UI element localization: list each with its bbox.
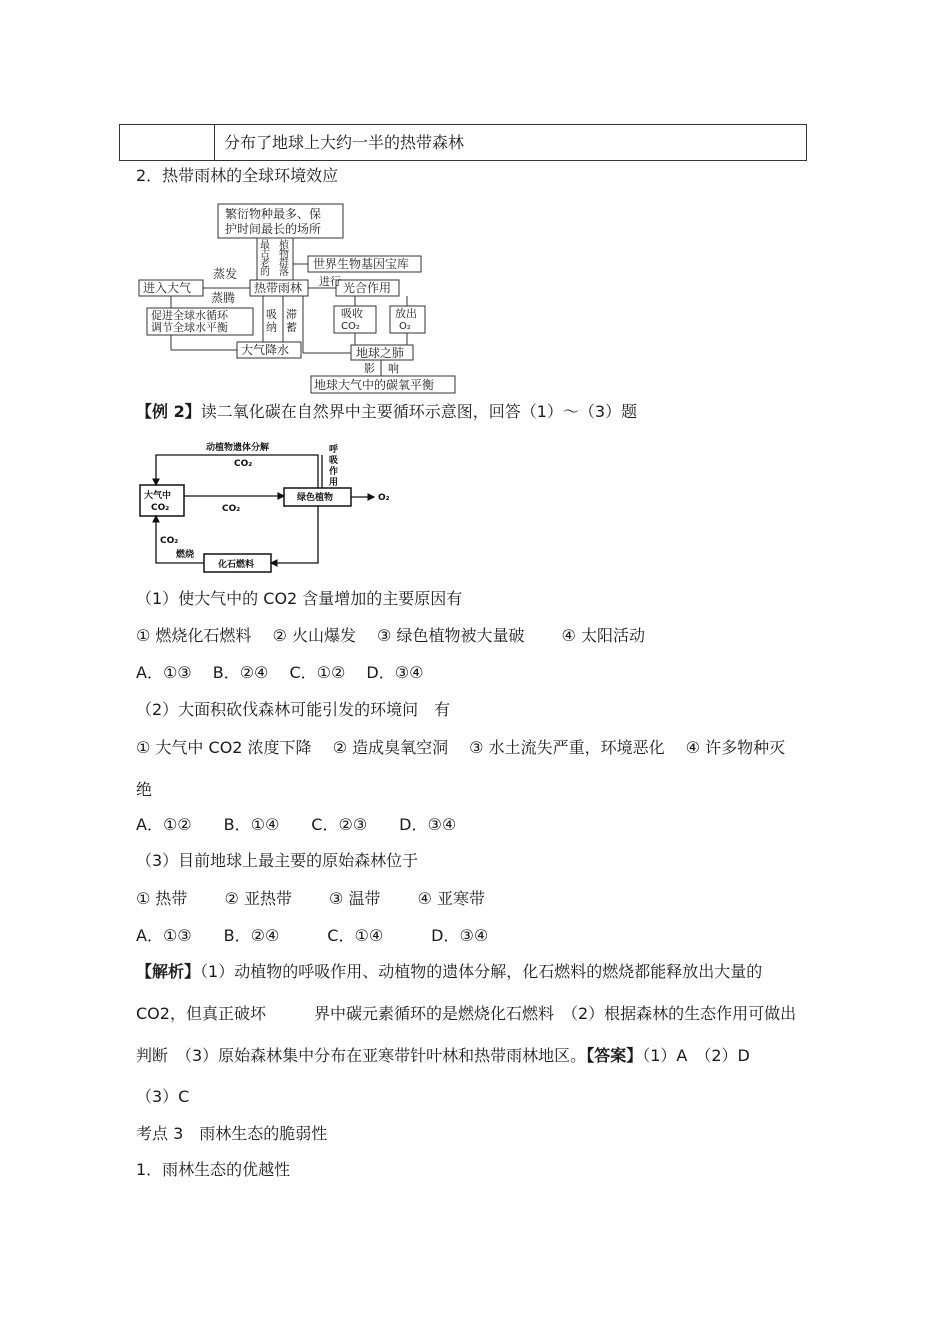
analysis-text-3b: （1）A （2）D — [642, 1046, 750, 1065]
table-cell-empty — [120, 125, 215, 160]
water-cycle-2: 调节全球水平衡 — [151, 321, 228, 334]
absorb-co2-1: 吸收 — [341, 307, 363, 320]
species-text-2: 护时间最长的场所 — [225, 222, 322, 236]
enter-atmosphere-text: 进入大气 — [143, 281, 192, 295]
species-text-1: 繁衍物种最多、保 — [225, 207, 322, 221]
decomposition-text: 动植物遗体分解 — [206, 443, 270, 453]
oldest-3: 老 — [260, 258, 270, 269]
water-cycle-1: 促进全球水循环 — [151, 309, 228, 322]
gene-bank-text: 世界生物基因宝库 — [313, 257, 410, 271]
earth-lungs-text: 地球之肺 — [356, 346, 405, 360]
q2-options-cont: 绝 — [136, 780, 153, 799]
example2-tag: 【例 2】 — [136, 402, 201, 421]
analysis-line2: CO2，但真正破坏 界中碳元素循环的是燃烧化石燃料 （2）根据森林的生态作用可做出 — [136, 1004, 797, 1023]
release-o2-1: 放出 — [395, 307, 417, 320]
section1-heading: 1．雨林生态的优越性 — [136, 1160, 291, 1179]
rainforest-effects-diagram — [133, 198, 463, 398]
example2-text: 读二氧化碳在自然界中主要循环示意图，回答（1）～（3）题 — [200, 402, 638, 421]
table-fragment — [119, 124, 807, 161]
q1-stem: （1）使大气中的 CO2 含量增加的主要原因有 — [136, 589, 463, 608]
absorb-1: 吸 — [266, 308, 277, 321]
q3-options: ① 热带 ② 亚热带 ③ 温带 ④ 亚寒带 — [136, 889, 485, 908]
rainforest-text: 热带雨林 — [254, 281, 303, 295]
q1-options: ① 燃烧化石燃料 ② 火山爆发 ③ 绿色植物被大量破 ④ 太阳活动 — [136, 626, 645, 645]
table-cell-text: 分布了地球上大约一半的热带森林 — [224, 133, 465, 152]
respiration-2: 吸 — [329, 456, 339, 466]
community-2: 物 — [279, 249, 289, 260]
community-3: 群 — [279, 258, 289, 269]
analysis-text-1: （1）动植物的呼吸作用、动植物的遗体分解，化石燃料的燃烧都能释放出大量的 — [200, 962, 763, 981]
carbon-balance-text: 地球大气中的碳氧平衡 — [314, 378, 435, 392]
fossil-fuel-text: 化石燃料 — [218, 560, 255, 570]
precipitation-text: 大气降水 — [241, 343, 290, 357]
respiration-1: 呼 — [329, 445, 339, 455]
point3-heading: 考点 3 雨林生态的脆弱性 — [136, 1124, 328, 1143]
absorb-co2-2: CO₂ — [341, 321, 360, 332]
evaporation-text: 蒸发 — [213, 267, 238, 281]
co2-left-text: CO₂ — [160, 536, 179, 546]
green-plants-text: 绿色植物 — [297, 493, 334, 503]
retain-2: 蓄 — [286, 321, 297, 334]
q1-answers: A．①③ B．②④ C．①② D．③④ — [136, 663, 424, 682]
q3-stem: （3）目前地球上最主要的原始森林位于 — [136, 851, 419, 870]
analysis-line3 — [136, 1046, 750, 1066]
influence-2: 响 — [388, 362, 399, 375]
conduct-text: 进行 — [319, 275, 341, 288]
oldest-2: 古 — [260, 249, 270, 260]
oldest-4: 的 — [260, 267, 270, 278]
section2-heading: 2．热带雨林的全球环境效应 — [136, 166, 339, 185]
example2-line — [136, 402, 637, 422]
community-1: 植 — [279, 240, 289, 251]
co2-mid-text: CO₂ — [222, 504, 241, 514]
q2-answers: A．①② B．①④ C．②③ D．③④ — [136, 815, 457, 834]
respiration-3: 作 — [329, 467, 339, 477]
o2-text: O₂ — [378, 493, 390, 503]
co2-cycle-diagram — [134, 436, 396, 576]
analysis-line4: （3）C — [136, 1087, 190, 1106]
influence-1: 影 — [364, 362, 375, 375]
analysis-text-3a: 判断 （3）原始森林集中分布在亚寒带针叶林和热带雨林地区。 — [136, 1046, 587, 1065]
community-4: 落 — [279, 267, 289, 278]
burning-text: 燃烧 — [176, 550, 195, 560]
co2-top-text: CO₂ — [234, 459, 253, 469]
atmosphere-co2-1: 大气中 — [144, 491, 172, 501]
q2-stem: （2）大面积砍伐森林可能引发的环境问 有 — [136, 700, 451, 719]
analysis-line1 — [136, 962, 762, 982]
analysis-tag: 【解析】 — [136, 962, 201, 981]
absorb-2: 纳 — [266, 321, 277, 334]
oldest-1: 最 — [260, 240, 270, 251]
respiration-4: 用 — [329, 478, 339, 488]
retain-1: 滞 — [286, 308, 297, 321]
photosynthesis-text: 光合作用 — [343, 281, 392, 295]
release-o2-2: O₂ — [399, 321, 411, 332]
answer-tag: 【答案】 — [586, 1046, 643, 1065]
q3-answers: A．①③ B．②④ C．①④ D．③④ — [136, 926, 489, 945]
transpiration-text: 蒸腾 — [211, 291, 236, 305]
atmosphere-co2-2: CO₂ — [151, 503, 170, 513]
q2-options: ① 大气中 CO2 浓度下降 ② 造成臭氧空洞 ③ 水土流失严重，环境恶化 ④ 许多物种灭 — [136, 738, 786, 757]
